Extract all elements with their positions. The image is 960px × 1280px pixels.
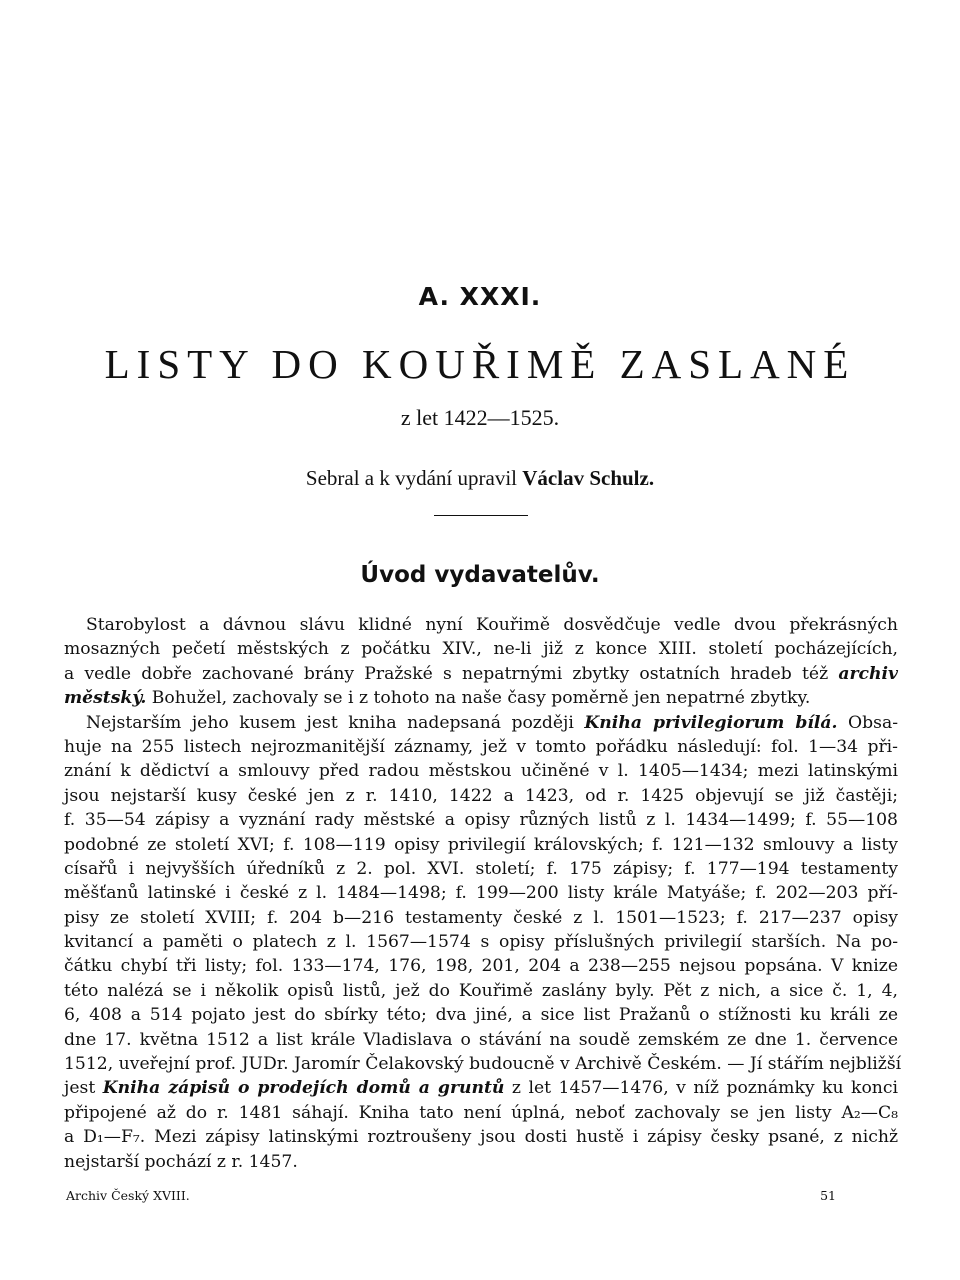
italic-term: Kniha zápisů o prodejích domů a gruntů (102, 1078, 505, 1099)
text-run: jest (64, 1078, 103, 1099)
intro-body (64, 613, 902, 1174)
text-line (64, 1076, 898, 1100)
intro-heading: Úvod vydavatelův. (360, 562, 600, 588)
text-line: huje na 255 listech nejrozmanitější záznamy, jež v tomto pořádku následují: fol. 1—34 při- (64, 736, 898, 757)
text-line: znání k dědictví a smlouvy před radou městskou učiněné v l. 1405—1434; mezi latinskými (64, 761, 898, 782)
divider-rule (434, 515, 528, 516)
editor-name: Václav Schulz. (522, 466, 655, 490)
text-line: 6, 408 a 514 pojato jest do sbírky této; dva jiné, a sice list Pražanů o stížnosti ku králi ze (64, 1005, 898, 1026)
text-line: mosazných pečetí městských z počátku XIV., ne-li již z konce XIII. století pocházejících, (64, 639, 898, 660)
text-line: jsou nejstarší kusy české jen z r. 1410, 1422 a 1423, od r. 1425 objevují se již častěji; (64, 785, 898, 806)
text-run: z let 1457—1476, v níž poznámky ku konci (504, 1078, 898, 1099)
editor-prefix: Sebral a k vydání upravil (305, 466, 523, 490)
text-line: císařů i nejvyšších úředníků z 2. pol. XVI. století; f. 175 zápisy; f. 177—194 testamenty (64, 858, 898, 879)
text-line: pisy ze století XVIII; f. 204 b—216 testamenty české z l. 1501—1523; f. 217—237 opisy (64, 907, 898, 928)
text-line: f. 35—54 zápisy a vyznání rady městské a opisy různých listů z l. 1434—1499; f. 55—108 (64, 810, 898, 831)
source-label: Archiv Český XVIII. (66, 1188, 190, 1203)
year-range: z let 1422—1525. (400, 405, 560, 430)
text-run: Obsa- (837, 712, 899, 733)
italic-term: archiv (838, 663, 898, 684)
text-run: a vedle dobře zachované brány Pražské s nepatrnými zbytky ostatních hradeb též (64, 663, 839, 684)
text-line: kvitancí a paměti o platech z l. 1567—1574 s opisy příslušných privilegií starších. Na po- (64, 932, 898, 953)
section-number: A. XXXI. (418, 282, 542, 311)
text-line: podobné ze století XVI; f. 108—119 opisy privilegií královských; f. 121—132 smlouvy a listy (64, 834, 898, 855)
text-line: připojené až do r. 1481 sáhají. Kniha tato není úplná, neboť zachovaly se jen listy A₂—C₈ (64, 1102, 898, 1123)
italic-term: Kniha privilegiorum bílá. (584, 712, 838, 733)
text-line (64, 711, 898, 735)
text-line: měšťanů latinské i české z l. 1484—1498; f. 199—200 listy krále Matyáše; f. 202—203 pří- (64, 883, 898, 904)
text-run: Nejstarším jeho kusem jest kniha nadepsaná později (86, 712, 585, 733)
text-line: této nalézá se i několik opisů listů, jež do Kouřimě zaslány byly. Pět z nich, a sice č. 1, 4, (64, 980, 898, 1001)
text-line: nejstarší pochází z r. 1457. (64, 1151, 298, 1172)
text-line: dne 17. května 1512 a list krále Vladislava o stávání na soudě zemském ze dne 1. července (64, 1029, 898, 1050)
page-number: 51 (820, 1188, 836, 1203)
text-line: Starobylost a dávnou slávu klidné nyní Kouřimě dosvědčuje vedle dvou překrásných (86, 615, 898, 635)
italic-term: městský. (64, 688, 147, 709)
document-title: LISTY DO KOUŘIMĚ ZASLANÉ (104, 341, 856, 387)
text-line: čátku chybí tři listy; fol. 133—174, 176, 198, 201, 204 a 238—255 nejsou popsána. V knize (64, 956, 898, 977)
text-line: a D₁—F₇. Mezi zápisy latinskými roztroušeny jsou dosti hustě i zápisy česky psané, z nichž (64, 1127, 898, 1148)
text-line (64, 662, 898, 686)
text-line (64, 686, 898, 710)
text-run: Bohužel, zachovaly se i z tohoto na naše časy poměrně jen nepatrné zbytky. (146, 688, 811, 709)
editor-credit (0, 466, 960, 491)
text-line: 1512, uveřejní prof. JUDr. Jaromír Čelakovský budoucně v Archivě Českém. — Jí stářím nejbližší (64, 1054, 902, 1075)
